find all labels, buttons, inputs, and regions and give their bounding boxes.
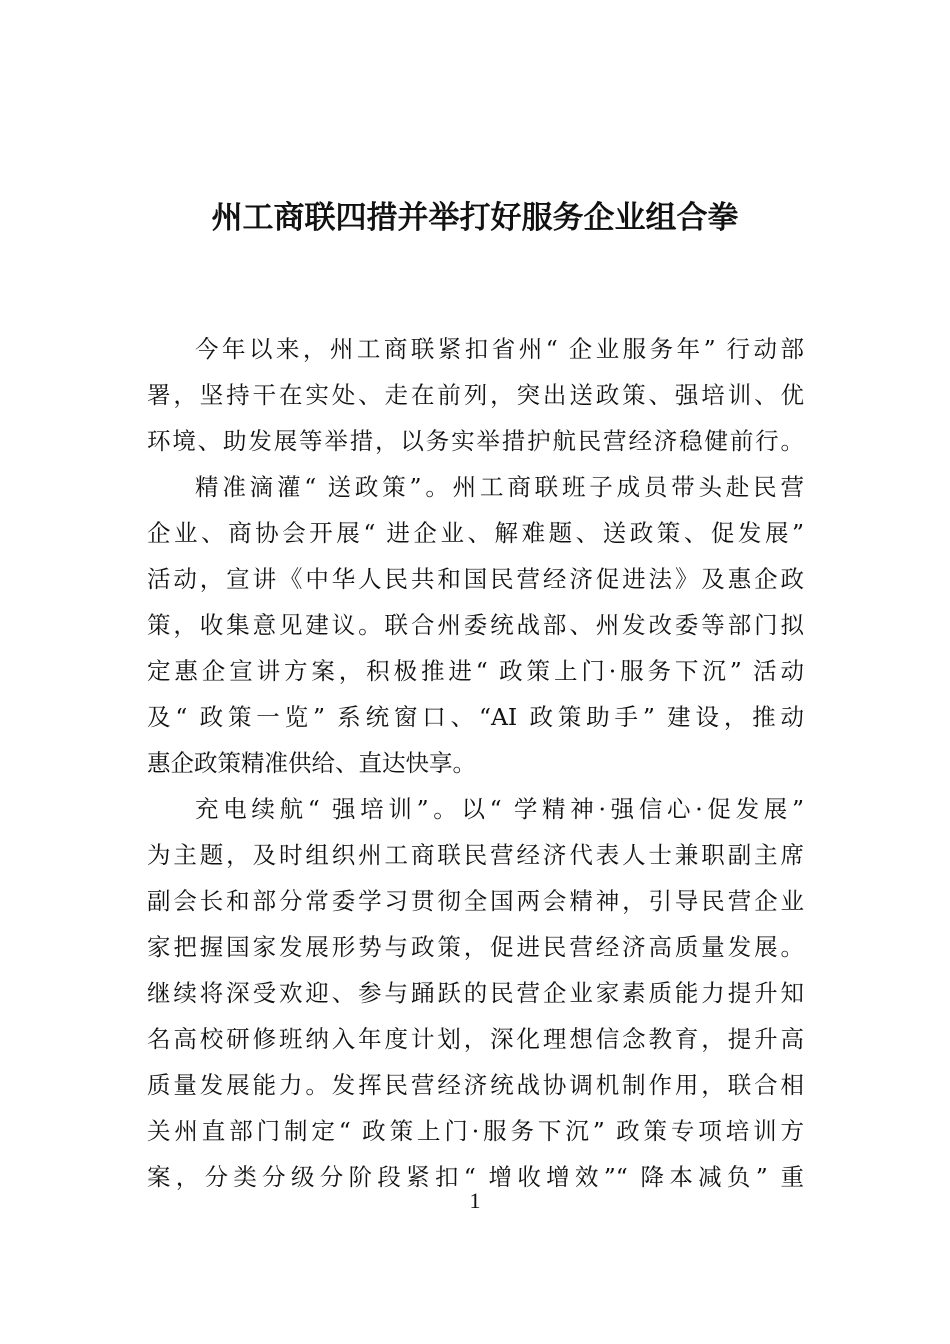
paragraph-line: 策，收集意见建议。联合州委统战部、州发改委等部门拟 bbox=[147, 611, 804, 639]
paragraph-line: 活动，宣讲《中华人民共和国民营经济促进法》及惠企政 bbox=[147, 565, 804, 593]
paragraph-line: 关州直部门制定“ 政策上门·服务下沉” 政策专项培训方 bbox=[147, 1117, 804, 1145]
paragraph-line: 家把握国家发展形势与政策，促进民营经济高质量发展。 bbox=[147, 933, 804, 961]
paragraph-line: 充电续航“ 强培训”。以“ 学精神·强信心·促发展” bbox=[195, 795, 804, 823]
paragraph-line: 质量发展能力。发挥民营经济统战协调机制作用，联合相 bbox=[147, 1071, 804, 1099]
document-body bbox=[147, 326, 804, 1200]
page-number: 1 bbox=[469, 1188, 481, 1213]
paragraph-line: 今年以来，州工商联紧扣省州“ 企业服务年” 行动部 bbox=[195, 335, 804, 363]
paragraph-line: 环境、助发展等举措，以务实举措护航民营经济稳健前行。 bbox=[147, 427, 804, 455]
paragraph-line: 署，坚持干在实处、走在前列，突出送政策、强培训、优 bbox=[147, 381, 804, 409]
paragraph-line: 精准滴灌“ 送政策”。州工商联班子成员带头赴民营 bbox=[195, 473, 804, 501]
paragraph-line: 惠企政策精准供给、直达快享。 bbox=[147, 749, 476, 777]
paragraph-line: 及“ 政策一览” 系统窗口、“AI 政策助手” 建设，推动 bbox=[147, 703, 804, 731]
paragraph-line: 继续将深受欢迎、参与踊跃的民营企业家素质能力提升知 bbox=[147, 979, 804, 1007]
paragraph-line: 名高校研修班纳入年度计划，深化理想信念教育，提升高 bbox=[147, 1025, 804, 1053]
paragraph-line: 企业、商协会开展“ 进企业、解难题、送政策、促发展” bbox=[147, 519, 804, 547]
paragraph-line: 副会长和部分常委学习贯彻全国两会精神，引导民营企业 bbox=[147, 887, 804, 915]
paragraph-line: 定惠企宣讲方案，积极推进“ 政策上门·服务下沉” 活动 bbox=[147, 657, 804, 685]
paragraph-line: 为主题，及时组织州工商联民营经济代表人士兼职副主席 bbox=[147, 841, 804, 869]
paragraph-line: 案，分类分级分阶段紧扣“ 增收增效”“ 降本减负” 重 bbox=[147, 1163, 804, 1191]
document-title: 州工商联四措并举打好服务企业组合拳 bbox=[211, 200, 739, 236]
